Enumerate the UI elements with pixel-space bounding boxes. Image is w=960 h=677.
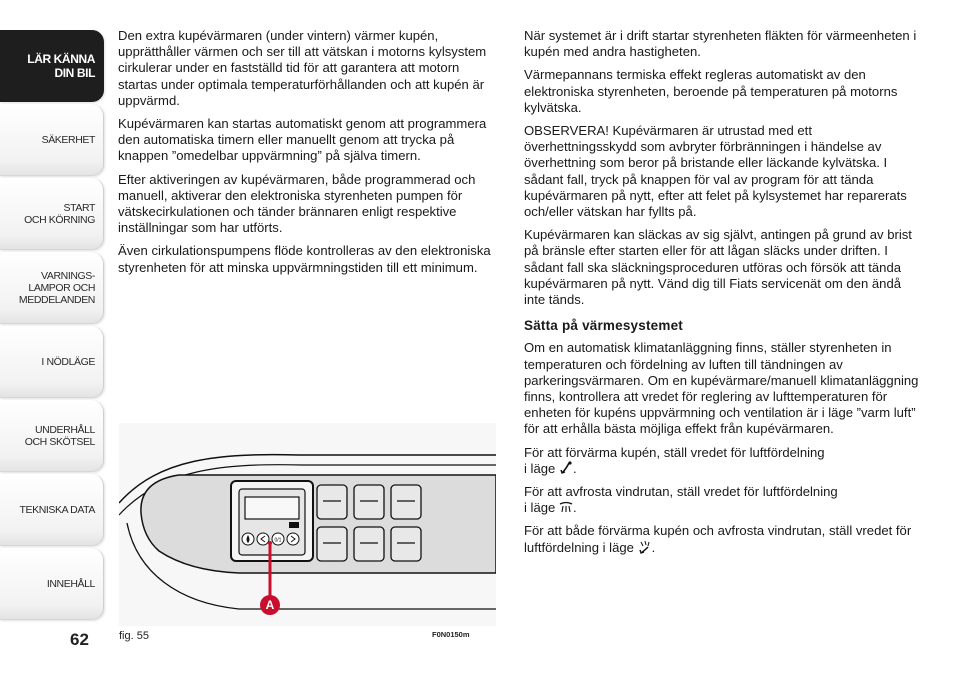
paragraph: Kupévärmaren kan släckas av sig självt, antingen på grund av brist på bränsle efter starten eller för att lågan släcks under driften. I sådant fall ska släckningsproceduren utföras och försök att tända kupévärmaren på nytt. Vänd dig till Fiats servicenät om den ändå inte tänds. [524,227,912,308]
tab-label: SÄKERHET [41,133,95,146]
instruction-windscreen: För att avfrosta vindrutan, ställ vredet för luftfördelning i läge . [524,484,838,516]
figure-code: F0N0150m [432,630,470,639]
paragraph: Om en automatisk klimatanläggning finns, ställer styrenheten in temperaturen och fördelning av luften till tändningen av parkeringsvärmaren. Om en kupévärmare/manuell klimatanläggning finns, kontrollera att vredet för reglering av lufttemperaturen för enheten för kupéns uppvärmning och ventilation är i läge ”varm luft” för att erhålla bästa möjliga effekt från kupévärmaren. [524,340,919,437]
paragraph: Efter aktiveringen av kupévärmaren, både programmerad och manuell, aktiverar den elektroniska styrenheten pumpen för vätskecirkulationen och tänder brännaren enligt respektive inställningar som har utförts. [118,171,476,236]
right-column [524,28,920,563]
figure-caption: fig. 55 [119,630,149,642]
air-windscreen-icon [559,500,573,514]
tab-start-och-korning[interactable] [0,178,104,250]
paragraph: Kupévärmaren kan startas automatiskt genom att programmera den automatiska timern eller manuellt genom att trycka på knappen ”omedelbar uppvärmning” på själva timern. [118,116,487,164]
tab-tekniska-data[interactable] [0,474,104,546]
instruction-text: i läge [524,460,556,476]
paragraph: Den extra kupévärmaren (under vintern) värmer kupén, upprätthåller värmen och ser till att vätskan i motorns kylsystem cirkulerar under en fastställd tid för att garantera att motorn startas under optimala temperaturförhållanden och att kupén är uppvärmd. [118,28,487,108]
instruction-text: För att förvärma kupén, ställ vredet för luftfördelning [524,444,825,460]
instruction-both: För att både förvärma kupén och avfrosta vindrutan, ställ vredet för luftfördelning i läge . [524,523,912,555]
instruction-text: För att både förvärma kupén och avfrosta vindrutan, ställ vredet för luftfördelning i läge [524,523,912,555]
tab-i-nodlage[interactable] [0,326,104,398]
paragraph: OBSERVERA! Kupévärmaren är utrustad med ett överhettningsskydd som avbryter förbränningen i händelse av överhettning som beror på bristande eller läckande kylvätska. I sådant fall, tryck på knappen för val av program för att tända kupévärmaren på nytt, efter att felet på kylsystemet har reparerats och/eller vätskan har fyllts på. [524,123,907,220]
tab-lar-kanna-din-bil[interactable] [0,30,104,102]
instruction-text: i läge [524,500,556,516]
svg-text:0/1: 0/1 [274,537,282,544]
tab-label: LÄR KÄNNA DIN BIL [27,51,95,80]
paragraph: Även cirkulationspumpens flöde kontrolleras av den elektroniska styrenheten för att minska uppvärmningstiden till ett minimum. [118,243,491,275]
figure-timer-panel [119,423,496,626]
paragraph: När systemet är i drift startar styrenheten fläkten för värmeenheten i kupén med andra hastigheten. [524,28,917,60]
tab-label: INNEHÅLL [46,577,95,590]
tab-sakerhet[interactable] [0,104,104,176]
left-column [118,28,496,283]
air-feet-icon [559,461,573,475]
callout-label: A [265,598,275,612]
tab-label: START OCH KÖRNING [24,201,95,226]
tab-innehall[interactable] [0,548,104,620]
instruction-text: För att avfrosta vindrutan, ställ vredet för luftfördelning [524,484,838,500]
instruction-feet: För att förvärma kupén, ställ vredet för luftfördelning i läge . [524,444,825,476]
tab-varningslampor[interactable] [0,252,104,324]
tab-label: VARNINGS- LAMPOR OCH MEDDELANDEN [18,269,95,306]
tab-underhall-och-skotsel[interactable] [0,400,104,472]
tab-label: UNDERHÅLL OCH SKÖTSEL [24,423,95,448]
paragraph: Värmepannans termiska effekt regleras automatiskt av den elektroniska styrenheten, beroende på temperaturen på motorns kylvätska. [524,67,898,115]
section-heading: Sätta på värmesystemet [524,318,683,334]
tab-label: I NÖDLÄGE [41,355,95,368]
page-number: 62 [70,630,89,649]
tab-label: TEKNISKA DATA [19,503,95,516]
air-windscreen-feet-icon [638,540,652,554]
chapter-sidebar [0,0,104,677]
timer-panel-illustration [119,423,496,626]
